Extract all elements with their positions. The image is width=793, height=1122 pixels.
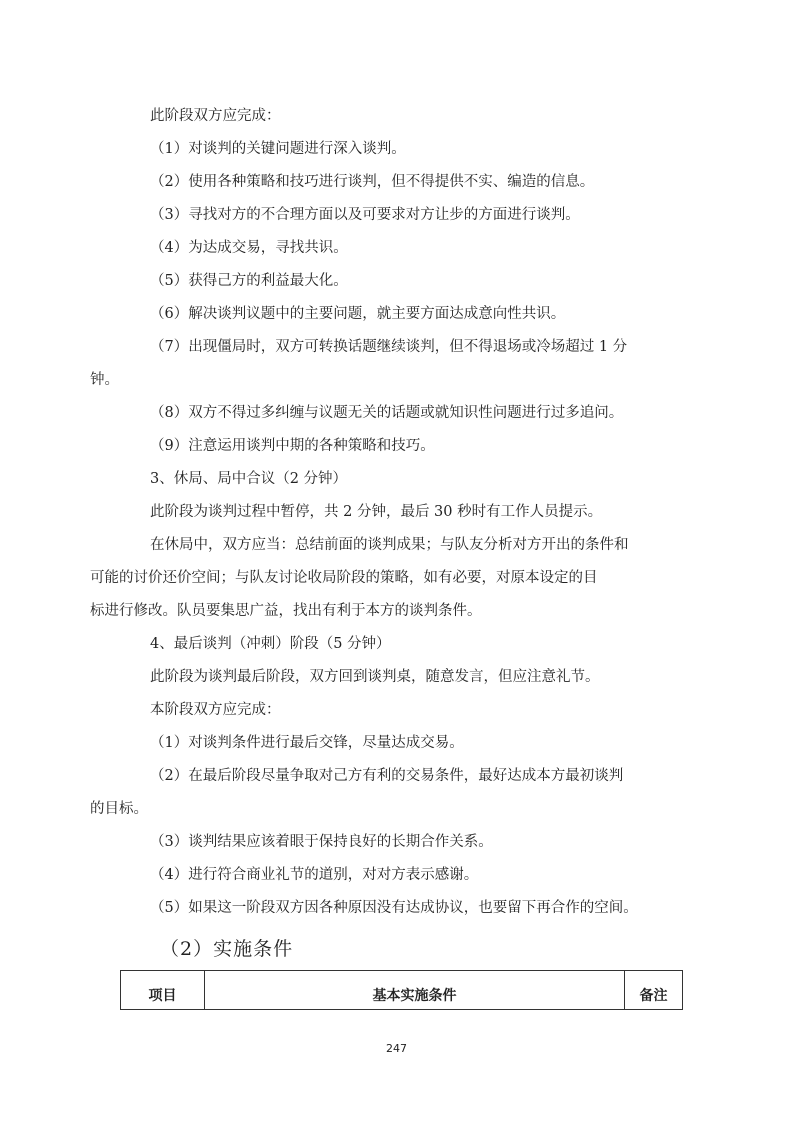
list-item: [90, 331, 680, 397]
section-heading: （2）实施条件: [160, 938, 294, 960]
list-item: [120, 298, 680, 331]
list-item: [120, 859, 680, 892]
section-subheading: [120, 463, 680, 496]
paragraph: [90, 529, 680, 628]
list-item: [120, 232, 680, 265]
list-item: [120, 826, 680, 859]
list-item: [90, 760, 680, 826]
paragraph: [120, 661, 680, 694]
list-item: [120, 430, 680, 463]
paragraph-text: 此阶段为谈判最后阶段，双方回到谈判桌，随意发言，但应注意礼节。: [150, 669, 600, 685]
list-item-text: （4）进行符合商业礼节的道别，对对方表示感谢。: [150, 867, 479, 883]
list-item-text: （4）为达成交易，寻找共识。: [150, 240, 348, 256]
paragraph-text: 此阶段双方应完成：: [150, 108, 281, 124]
header-item: 项目: [121, 971, 205, 1010]
list-item-text: （3）谈判结果应该着眼于保持良好的长期合作关系。: [150, 834, 493, 850]
list-item-text: （9）注意运用谈判中期的各种策略和技巧。: [150, 438, 435, 454]
list-item: [120, 727, 680, 760]
list-item: [120, 199, 680, 232]
page-number: 247: [386, 1042, 407, 1055]
header-conditions: 基本实施条件: [205, 971, 625, 1010]
list-item: [120, 397, 680, 430]
paragraph-text: 此阶段为谈判过程中暂停，共 2 分钟，最后 30 秒时有工作人员提示。: [150, 504, 603, 520]
list-item-text: （6）解决谈判议题中的主要问题，就主要方面达成意向性共识。: [150, 306, 566, 322]
list-item: [120, 892, 680, 925]
paragraph: [120, 694, 680, 727]
paragraph: [120, 496, 680, 529]
list-item-text: （2）在最后阶段尽量争取对己方有利的交易条件，最好达成本方最初谈判: [150, 768, 624, 784]
paragraph-continuation: 可能的讨价还价空间；与队友讨论收局阶段的策略，如有必要，对原本设定的目: [90, 570, 598, 586]
list-item-text: （5）如果这一阶段双方因各种原因没有达成协议，也要留下再合作的空间。: [150, 900, 638, 916]
list-item: [120, 166, 680, 199]
list-item-text: （8）双方不得过多纠缠与议题无关的话题或就知识性问题进行过多追问。: [150, 405, 624, 421]
paragraph-text: 本阶段双方应完成：: [150, 702, 281, 718]
list-item-text: （1）对谈判的关键问题进行深入谈判。: [150, 141, 406, 157]
conditions-table: [120, 970, 683, 1010]
list-item-text: （1）对谈判条件进行最后交锋，尽量达成交易。: [150, 735, 464, 751]
list-item-continuation: 的目标。: [90, 801, 148, 817]
paragraph: [120, 100, 680, 133]
section-subheading: [120, 628, 680, 661]
list-item: [120, 265, 680, 298]
paragraph-continuation: 标进行修改。队员要集思广益，找出有利于本方的谈判条件。: [90, 603, 482, 619]
list-item-text: （2）使用各种策略和技巧进行谈判，但不得提供不实、编造的信息。: [150, 174, 595, 190]
paragraph-text: 在休局中，双方应当：总结前面的谈判成果；与队友分析对方开出的条件和: [150, 537, 629, 553]
list-item-text: （3）寻找对方的不合理方面以及可要求对方让步的方面进行谈判。: [150, 207, 580, 223]
subheading-text: 3、休局、局中合议（2 分钟）: [150, 471, 348, 487]
list-item-text: （7）出现僵局时，双方可转换话题继续谈判，但不得退场或冷场超过 1 分: [150, 339, 628, 355]
subheading-text: 4、最后谈判（冲刺）阶段（5 分钟）: [150, 636, 391, 652]
list-item-text: （5）获得己方的利益最大化。: [150, 273, 348, 289]
list-item: [120, 133, 680, 166]
table-header-row: [121, 971, 683, 1010]
header-remarks: 备注: [625, 971, 683, 1010]
list-item-continuation: 钟。: [90, 372, 119, 388]
